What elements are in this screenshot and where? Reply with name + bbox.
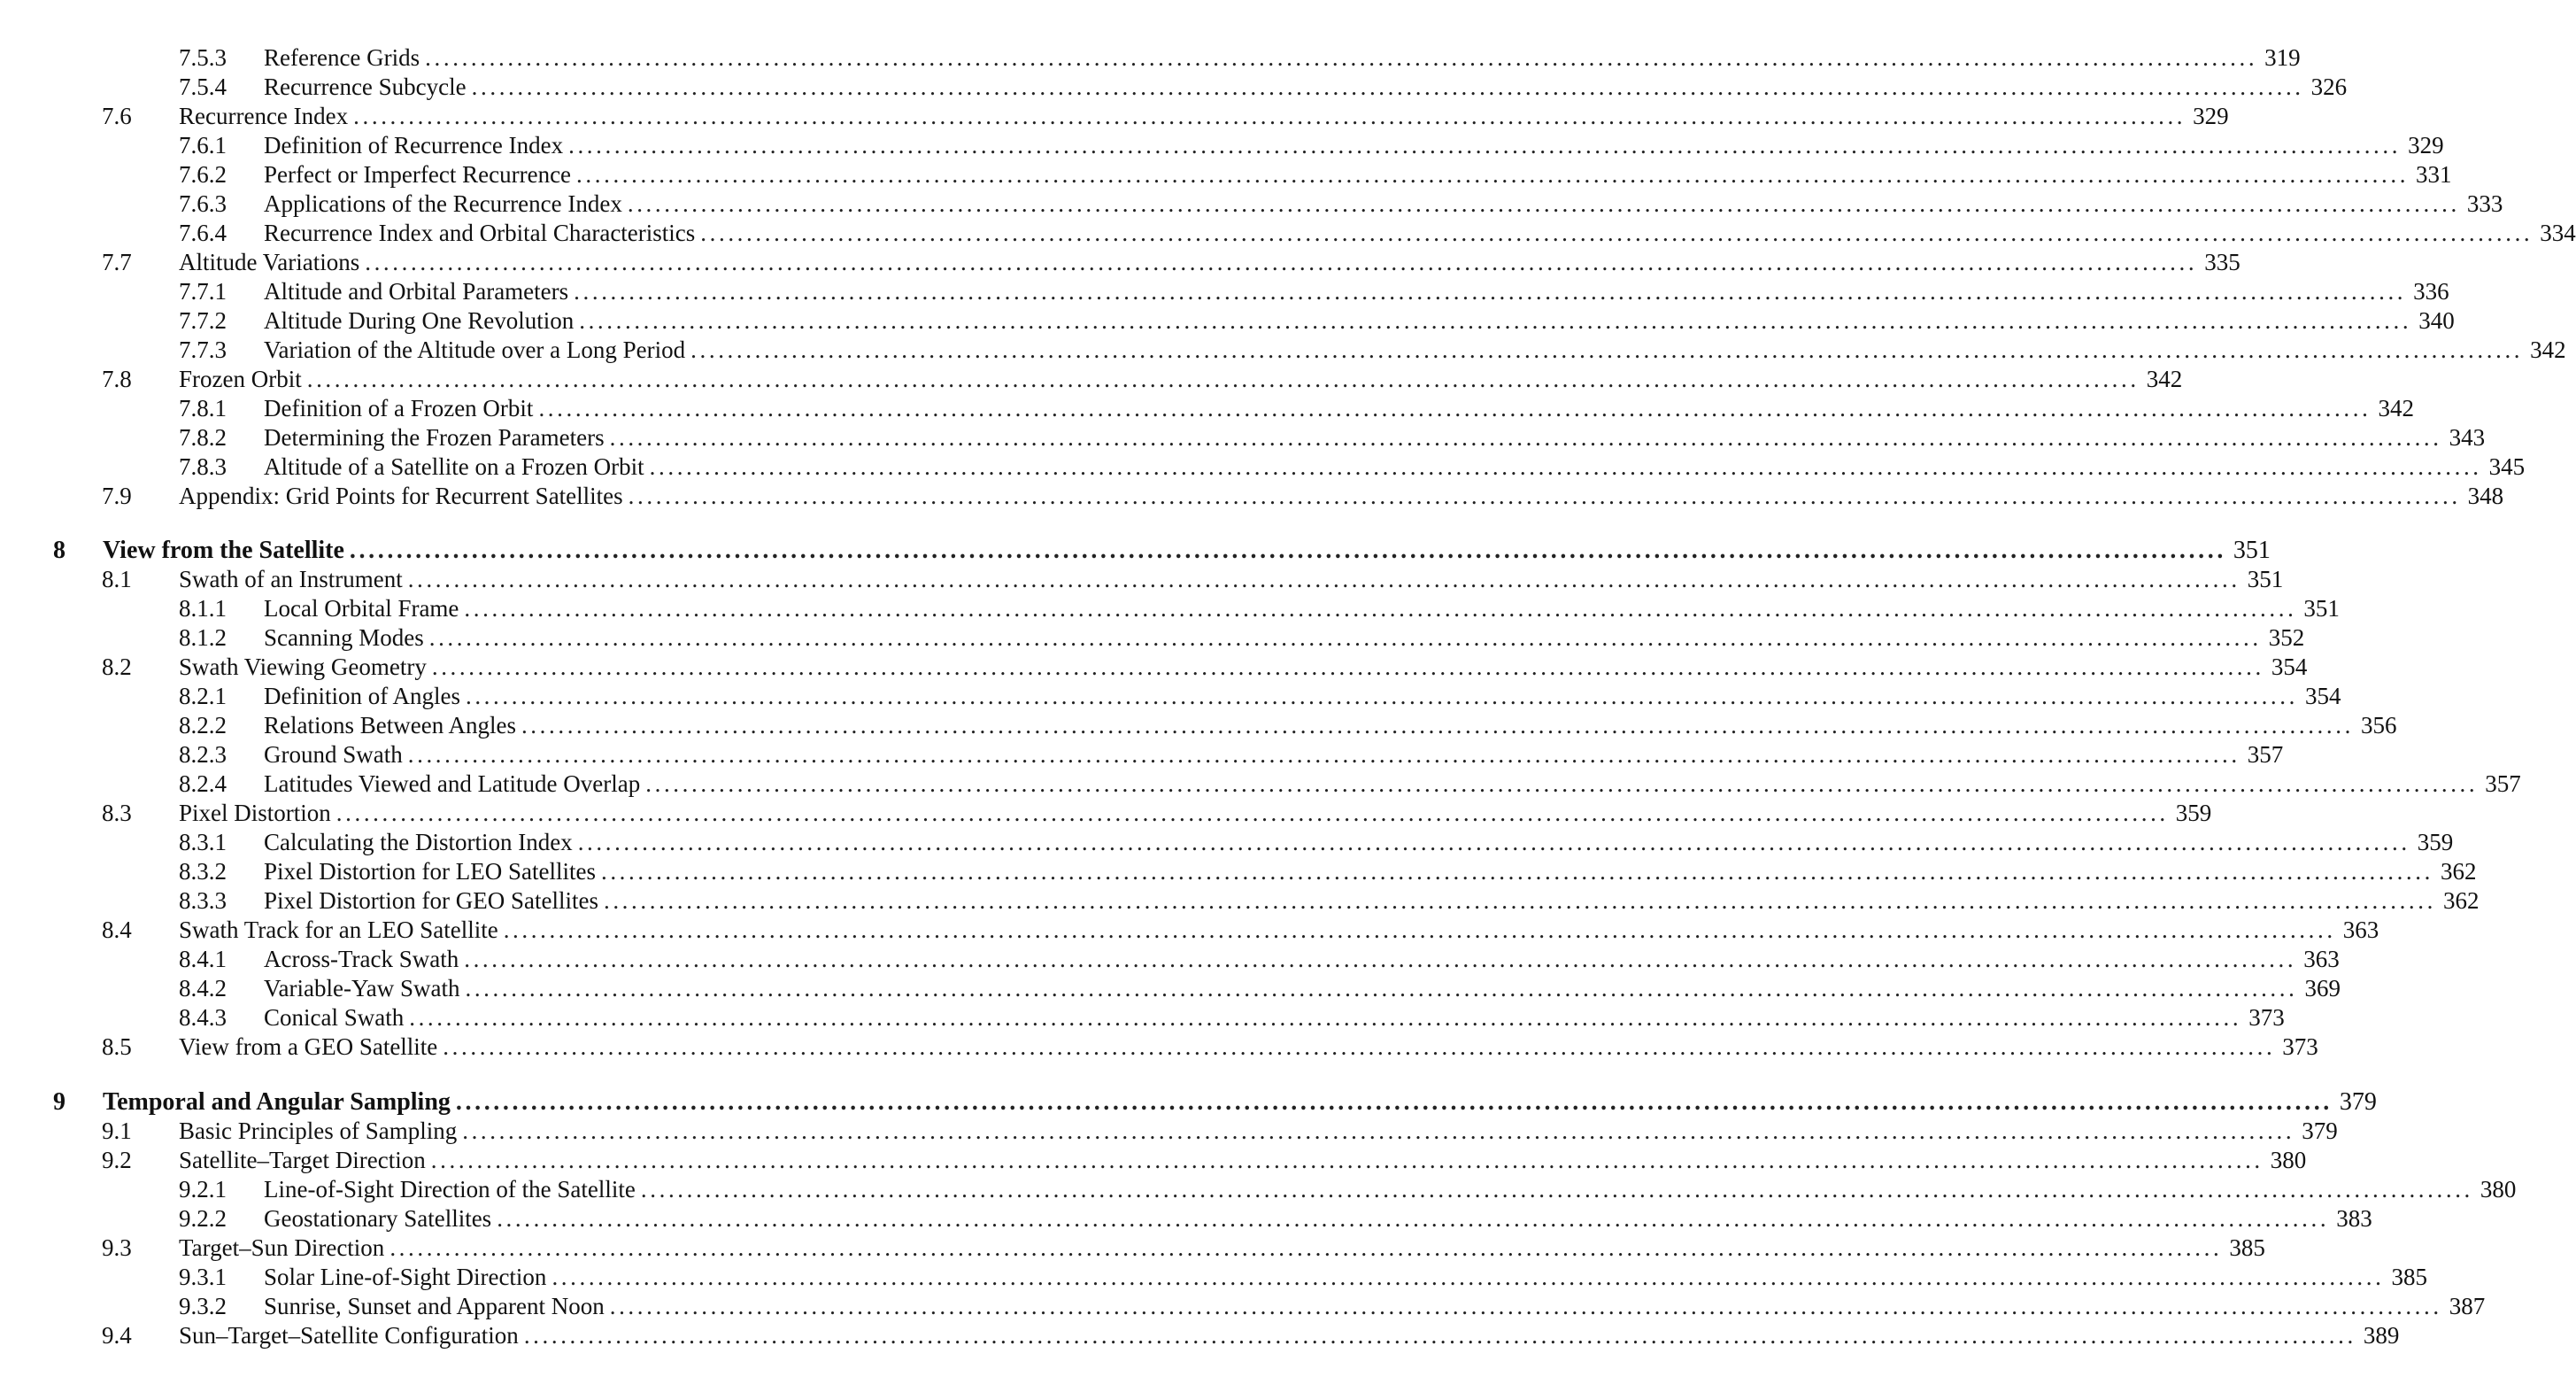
toc-entry-title: Definition of Angles <box>264 683 460 709</box>
toc-section-entry[interactable] <box>0 565 2284 594</box>
dot-leader: ........................................................................................................................................................................................................ <box>503 916 2336 943</box>
dot-leader: ........................................................................................................................................................................................................ <box>497 1205 2330 1232</box>
toc-entry-page-number: 335 <box>2204 249 2241 275</box>
dot-leader: ........................................................................................................................................................................................................ <box>521 712 2354 739</box>
dot-leader: ........................................................................................................................................................................................................ <box>603 887 2436 914</box>
dot-leader: ........................................................................................................................................................................................................ <box>431 653 2264 680</box>
toc-section-entry[interactable] <box>0 653 2308 682</box>
toc-entry-title: Satellite–Target Direction <box>179 1147 426 1173</box>
toc-entry-line <box>264 452 2526 482</box>
toc-section-entry[interactable] <box>0 1117 2338 1146</box>
toc-entry-page-number: 342 <box>2530 336 2566 363</box>
toc-subsection-entry[interactable] <box>0 336 2566 365</box>
dot-leader: ........................................................................................................................................................................................................ <box>523 1322 2356 1349</box>
dot-leader: ........................................................................................................................................................................................................ <box>464 595 2297 622</box>
toc-entry-page-number: 351 <box>2247 566 2284 592</box>
toc-entry-number: 9 <box>53 1088 66 1116</box>
toc-entry-title: Sun–Target–Satellite Configuration <box>179 1322 519 1349</box>
toc-entry-number: 8.4.3 <box>179 1004 227 1031</box>
toc-entry-page-number: 326 <box>2310 73 2348 100</box>
toc-entry-page-number: 369 <box>2304 975 2341 1001</box>
toc-entry-line <box>103 1087 2377 1117</box>
toc-entry-line <box>179 248 2241 277</box>
toc-entry-title: Applications of the Recurrence Index <box>264 190 622 217</box>
toc-entry-page-number: 354 <box>2271 653 2308 680</box>
toc-entry-title: Recurrence Index <box>179 103 349 129</box>
toc-entry-title: Variation of the Altitude over a Long Period <box>264 336 686 363</box>
dot-leader: ........................................................................................................................................................................................................ <box>389 1234 2223 1261</box>
toc-entry-title: Pixel Distortion <box>179 800 331 826</box>
toc-section-entry[interactable] <box>0 1146 2307 1175</box>
toc-subsection-entry[interactable] <box>0 452 2526 482</box>
toc-entry-line <box>179 482 2504 511</box>
toc-entry-line <box>264 423 2486 452</box>
toc-entry-line <box>264 1292 2486 1321</box>
toc-entry-number: 7.6.1 <box>179 132 227 159</box>
toc-subsection-entry[interactable] <box>0 277 2449 306</box>
dot-leader: ........................................................................................................................................................................................................ <box>349 537 2226 564</box>
toc-entry-line <box>264 769 2521 799</box>
toc-entry-page-number: 342 <box>2378 395 2414 421</box>
dot-leader: ........................................................................................................................................................................................................ <box>465 975 2298 1001</box>
dot-leader: ........................................................................................................................................................................................................ <box>407 566 2241 592</box>
toc-entry-title: Definition of a Frozen Orbit <box>264 395 534 421</box>
toc-entry-page-number: 351 <box>2303 595 2340 622</box>
toc-subsection-entry[interactable] <box>0 160 2452 189</box>
toc-entry-number: 8.3.2 <box>179 858 227 885</box>
toc-entry-page-number: 383 <box>2336 1205 2372 1232</box>
toc-entry-page-number: 385 <box>2391 1264 2427 1290</box>
dot-leader: ........................................................................................................................................................................................................ <box>640 1176 2473 1203</box>
toc-chapter-entry[interactable] <box>0 1087 2377 1117</box>
dot-leader: ........................................................................................................................................................................................................ <box>443 1033 2276 1060</box>
toc-entry-line <box>264 828 2454 857</box>
toc-entry-number: 8.1 <box>102 566 132 592</box>
toc-entry-line <box>264 306 2455 336</box>
dot-leader: ........................................................................................................................................................................................................ <box>577 829 2410 855</box>
toc-entry-number: 8.1.2 <box>179 624 227 651</box>
toc-entry-number: 7.8.3 <box>179 453 227 480</box>
toc-subsection-entry[interactable] <box>0 974 2341 1003</box>
toc-entry-title: Swath of an Instrument <box>179 566 403 592</box>
toc-subsection-entry[interactable] <box>0 1263 2427 1292</box>
toc-entry-page-number: 379 <box>2339 1088 2377 1116</box>
toc-subsection-entry[interactable] <box>0 711 2397 740</box>
toc-entry-page-number: 359 <box>2175 800 2212 826</box>
toc-subsection-entry[interactable] <box>0 1292 2486 1321</box>
toc-entry-line <box>264 219 2576 248</box>
toc-entry-number: 7.8.2 <box>179 424 227 451</box>
toc-entry-title: Ground Swath <box>264 741 403 768</box>
toc-entry-number: 8.4.1 <box>179 946 227 972</box>
toc-entry-line <box>264 73 2348 102</box>
toc-entry-page-number: 329 <box>2408 132 2444 159</box>
toc-entry-line <box>264 974 2341 1003</box>
toc-subsection-entry[interactable] <box>0 1204 2372 1233</box>
dot-leader: ........................................................................................................................................................................................................ <box>645 770 2479 797</box>
toc-entry-number: 7.7.2 <box>179 307 227 334</box>
dot-leader: ........................................................................................................................................................................................................ <box>609 424 2442 451</box>
toc-entry-number: 8.3.1 <box>179 829 227 855</box>
dot-leader: ........................................................................................................................................................................................................ <box>464 946 2297 972</box>
toc-entry-number: 8 <box>53 537 66 564</box>
toc-subsection-entry[interactable] <box>0 594 2340 623</box>
toc-entry-number: 8.2.2 <box>179 712 227 739</box>
toc-entry-page-number: 336 <box>2413 278 2449 305</box>
toc-entry-line <box>264 43 2301 73</box>
toc-entry-line <box>264 886 2480 916</box>
toc-entry-number: 8.2.4 <box>179 770 227 797</box>
toc-subsection-entry[interactable] <box>0 623 2305 653</box>
toc-entry-line <box>179 1032 2318 1062</box>
toc-entry-title: Recurrence Index and Orbital Characteristics <box>264 220 696 246</box>
toc-entry-title: Local Orbital Frame <box>264 595 459 622</box>
toc-entry-title: Calculating the Distortion Index <box>264 829 573 855</box>
toc-entry-page-number: 331 <box>2416 161 2452 188</box>
toc-entry-number: 8.4 <box>102 916 132 943</box>
toc-section-entry[interactable] <box>0 799 2212 828</box>
toc-subsection-entry[interactable] <box>0 682 2341 711</box>
toc-entry-title: Altitude of a Satellite on a Frozen Orbit <box>264 453 644 480</box>
toc-entry-line <box>264 682 2341 711</box>
toc-entry-line <box>179 365 2183 394</box>
toc-entry-title: Scanning Modes <box>264 624 424 651</box>
toc-section-entry[interactable] <box>0 1032 2318 1062</box>
toc-entry-number: 9.1 <box>102 1117 132 1144</box>
dot-leader: ........................................................................................................................................................................................................ <box>407 741 2241 768</box>
toc-section-entry[interactable] <box>0 248 2241 277</box>
toc-entry-page-number: 380 <box>2480 1176 2517 1203</box>
toc-entry-number: 7.5.4 <box>179 73 227 100</box>
toc-entry-line <box>264 1175 2517 1204</box>
toc-entry-title: Perfect or Imperfect Recurrence <box>264 161 572 188</box>
toc-subsection-entry[interactable] <box>0 857 2477 886</box>
dot-leader: ........................................................................................................................................................................................................ <box>551 1264 2385 1290</box>
toc-entry-number: 7.6.4 <box>179 220 227 246</box>
toc-entry-line <box>179 916 2379 945</box>
toc-entry-number: 9.4 <box>102 1322 132 1349</box>
toc-entry-number: 8.5 <box>102 1033 132 1060</box>
toc-entry-number: 9.3 <box>102 1234 132 1261</box>
dot-leader: ........................................................................................................................................................................................................ <box>574 278 2407 305</box>
toc-entry-title: Altitude Variations <box>179 249 360 275</box>
toc-entry-line <box>103 536 2271 565</box>
toc-entry-title: Conical Swath <box>264 1004 405 1031</box>
toc-entry-page-number: 343 <box>2449 424 2486 451</box>
dot-leader: ........................................................................................................................................................................................................ <box>649 453 2482 480</box>
toc-entry-page-number: 342 <box>2146 366 2183 392</box>
toc-entry-line <box>264 277 2449 306</box>
toc-entry-number: 7.8.1 <box>179 395 227 421</box>
toc-section-entry[interactable] <box>0 365 2183 394</box>
toc-entry-number: 9.3.2 <box>179 1293 227 1319</box>
toc-entry-page-number: 363 <box>2342 916 2379 943</box>
toc-entry-title: Line-of-Sight Direction of the Satellite <box>264 1176 636 1203</box>
toc-entry-page-number: 389 <box>2363 1322 2400 1349</box>
toc-entry-title: Temporal and Angular Sampling <box>103 1088 451 1116</box>
dot-leader: ........................................................................................................................................................................................................ <box>465 683 2298 709</box>
toc-entry-page-number: 362 <box>2440 858 2477 885</box>
toc-entry-line <box>264 131 2444 160</box>
toc-entry-line <box>179 653 2308 682</box>
toc-subsection-entry[interactable] <box>0 769 2521 799</box>
toc-entry-title: Variable-Yaw Swath <box>264 975 460 1001</box>
toc-entry-line <box>264 189 2503 219</box>
toc-entry-number: 8.1.1 <box>179 595 227 622</box>
dot-leader: ........................................................................................................................................................................................................ <box>425 44 2258 71</box>
dot-leader: ........................................................................................................................................................................................................ <box>628 483 2461 509</box>
toc-entry-title: Swath Track for an LEO Satellite <box>179 916 498 943</box>
toc-entry-title: Relations Between Angles <box>264 712 516 739</box>
toc-entry-title: View from the Satellite <box>103 537 344 564</box>
toc-entry-number: 9.3.1 <box>179 1264 227 1290</box>
toc-entry-title: Latitudes Viewed and Latitude Overlap <box>264 770 641 797</box>
toc-entry-page-number: 362 <box>2442 887 2480 914</box>
toc-subsection-entry[interactable] <box>0 423 2486 452</box>
toc-entry-number: 8.4.2 <box>179 975 227 1001</box>
toc-subsection-entry[interactable] <box>0 740 2284 769</box>
toc-subsection-entry[interactable] <box>0 73 2348 102</box>
toc-subsection-entry[interactable] <box>0 1175 2517 1204</box>
toc-entry-page-number: 329 <box>2193 103 2229 129</box>
dot-leader: ........................................................................................................................................................................................................ <box>455 1088 2333 1116</box>
toc-entry-title: Altitude During One Revolution <box>264 307 575 334</box>
toc-entry-line <box>264 336 2566 365</box>
toc-entry-number: 9.2.2 <box>179 1205 227 1232</box>
toc-subsection-entry[interactable] <box>0 131 2444 160</box>
dot-leader: ........................................................................................................................................................................................................ <box>700 220 2534 246</box>
dot-leader: ........................................................................................................................................................................................................ <box>579 307 2412 334</box>
dot-leader: ........................................................................................................................................................................................................ <box>471 73 2304 100</box>
toc-subsection-entry[interactable] <box>0 219 2576 248</box>
toc-entry-number: 8.2 <box>102 653 132 680</box>
toc-entry-title: Definition of Recurrence Index <box>264 132 564 159</box>
toc-entry-line <box>179 1233 2265 1263</box>
toc-entry-title: Recurrence Subcycle <box>264 73 467 100</box>
toc-entry-page-number: 373 <box>2282 1033 2318 1060</box>
dot-leader: ........................................................................................................................................................................................................ <box>365 249 2198 275</box>
toc-entry-title: Target–Sun Direction <box>179 1234 385 1261</box>
toc-entry-page-number: 334 <box>2540 220 2576 246</box>
toc-entry-page-number: 352 <box>2268 624 2305 651</box>
dot-leader: ........................................................................................................................................................................................................ <box>609 1293 2442 1319</box>
toc-subsection-entry[interactable] <box>0 394 2414 423</box>
toc-entry-title: Across-Track Swath <box>264 946 459 972</box>
toc-entry-number: 8.3 <box>102 800 132 826</box>
toc-entry-page-number: 363 <box>2303 946 2340 972</box>
toc-entry-page-number: 380 <box>2270 1147 2307 1173</box>
dot-leader: ........................................................................................................................................................................................................ <box>538 395 2372 421</box>
toc-entry-line <box>264 1204 2372 1233</box>
toc-entry-page-number: 340 <box>2418 307 2455 334</box>
toc-entry-title: Appendix: Grid Points for Recurrent Satellites <box>179 483 623 509</box>
toc-entry-page-number: 359 <box>2417 829 2454 855</box>
dot-leader: ........................................................................................................................................................................................................ <box>568 132 2402 159</box>
toc-entry-number: 7.6.3 <box>179 190 227 217</box>
toc-entry-page-number: 356 <box>2360 712 2397 739</box>
toc-section-entry[interactable] <box>0 1233 2265 1263</box>
toc-entry-number: 7.8 <box>102 366 132 392</box>
toc-entry-line <box>264 160 2452 189</box>
toc-entry-number: 8.3.3 <box>179 887 227 914</box>
toc-entry-line <box>264 594 2340 623</box>
toc-entry-number: 7.5.3 <box>179 44 227 71</box>
dot-leader: ........................................................................................................................................................................................................ <box>627 190 2460 217</box>
toc-entry-line <box>264 623 2305 653</box>
toc-entry-page-number: 357 <box>2485 770 2521 797</box>
dot-leader: ........................................................................................................................................................................................................ <box>430 1147 2264 1173</box>
toc-subsection-entry[interactable] <box>0 306 2455 336</box>
toc-entry-line <box>264 1003 2285 1032</box>
toc-entry-page-number: 333 <box>2466 190 2503 217</box>
toc-entry-line <box>264 857 2477 886</box>
toc-entry-page-number: 345 <box>2488 453 2526 480</box>
toc-entry-title: View from a GEO Satellite <box>179 1033 438 1060</box>
toc-entry-title: Determining the Frozen Parameters <box>264 424 605 451</box>
dot-leader: ........................................................................................................................................................................................................ <box>306 366 2140 392</box>
toc-chapter-entry[interactable] <box>0 536 2271 565</box>
toc-entry-number: 7.6.2 <box>179 161 227 188</box>
toc-entry-number: 9.2 <box>102 1147 132 1173</box>
toc-entry-line <box>179 1146 2307 1175</box>
toc-entry-page-number: 354 <box>2304 683 2341 709</box>
dot-leader: ........................................................................................................................................................................................................ <box>462 1117 2295 1144</box>
toc-entry-number: 7.7.3 <box>179 336 227 363</box>
dot-leader: ........................................................................................................................................................................................................ <box>600 858 2433 885</box>
toc-entry-number: 7.7.1 <box>179 278 227 305</box>
toc-entry-title: Sunrise, Sunset and Apparent Noon <box>264 1293 605 1319</box>
toc-entry-number: 8.2.1 <box>179 683 227 709</box>
toc-section-entry[interactable] <box>0 102 2229 131</box>
toc-entry-line <box>179 799 2212 828</box>
dot-leader: ........................................................................................................................................................................................................ <box>409 1004 2242 1031</box>
toc-entry-line <box>179 565 2284 594</box>
dot-leader: ........................................................................................................................................................................................................ <box>353 103 2187 129</box>
toc-subsection-entry[interactable] <box>0 945 2340 974</box>
toc-entry-title: Geostationary Satellites <box>264 1205 492 1232</box>
dot-leader: ........................................................................................................................................................................................................ <box>690 336 2524 363</box>
toc-entry-title: Pixel Distortion for GEO Satellites <box>264 887 598 914</box>
toc-entry-line <box>179 102 2229 131</box>
toc-entry-page-number: 373 <box>2248 1004 2285 1031</box>
toc-entry-line <box>264 711 2397 740</box>
toc-entry-title: Basic Principles of Sampling <box>179 1117 458 1144</box>
dot-leader: ........................................................................................................................................................................................................ <box>335 800 2169 826</box>
toc-entry-line <box>264 394 2414 423</box>
toc-subsection-entry[interactable] <box>0 886 2480 916</box>
toc-entry-title: Pixel Distortion for LEO Satellites <box>264 858 596 885</box>
toc-entry-title: Swath Viewing Geometry <box>179 653 427 680</box>
toc-entry-title: Altitude and Orbital Parameters <box>264 278 569 305</box>
toc-entry-page-number: 357 <box>2247 741 2284 768</box>
toc-subsection-entry[interactable] <box>0 189 2503 219</box>
toc-subsection-entry[interactable] <box>0 1003 2285 1032</box>
toc-entry-number: 7.7 <box>102 249 132 275</box>
toc-entry-title: Frozen Orbit <box>179 366 302 392</box>
toc-entry-number: 7.9 <box>102 483 132 509</box>
toc-entry-page-number: 387 <box>2449 1293 2486 1319</box>
toc-entry-page-number: 348 <box>2467 483 2504 509</box>
toc-entry-line <box>264 1263 2427 1292</box>
toc-section-entry[interactable] <box>0 916 2379 945</box>
toc-entry-title: Solar Line-of-Sight Direction <box>264 1264 547 1290</box>
toc-entry-page-number: 319 <box>2264 44 2301 71</box>
toc-entry-page-number: 379 <box>2302 1117 2338 1144</box>
toc-entry-page-number: 385 <box>2229 1234 2265 1261</box>
dot-leader: ........................................................................................................................................................................................................ <box>428 624 2262 651</box>
toc-section-entry[interactable] <box>0 1321 2400 1350</box>
toc-entry-number: 8.2.3 <box>179 741 227 768</box>
toc-entry-line <box>179 1117 2338 1146</box>
toc-entry-page-number: 351 <box>2233 537 2271 564</box>
toc-section-entry[interactable] <box>0 482 2504 511</box>
toc-entry-number: 7.6 <box>102 103 132 129</box>
toc-subsection-entry[interactable] <box>0 43 2301 73</box>
toc-entry-line <box>264 945 2340 974</box>
toc-entry-line <box>264 740 2284 769</box>
dot-leader: ........................................................................................................................................................................................................ <box>576 161 2410 188</box>
toc-subsection-entry[interactable] <box>0 828 2454 857</box>
toc-entry-title: Reference Grids <box>264 44 420 71</box>
toc-entry-number: 9.2.1 <box>179 1176 227 1203</box>
toc-entry-line <box>179 1321 2400 1350</box>
